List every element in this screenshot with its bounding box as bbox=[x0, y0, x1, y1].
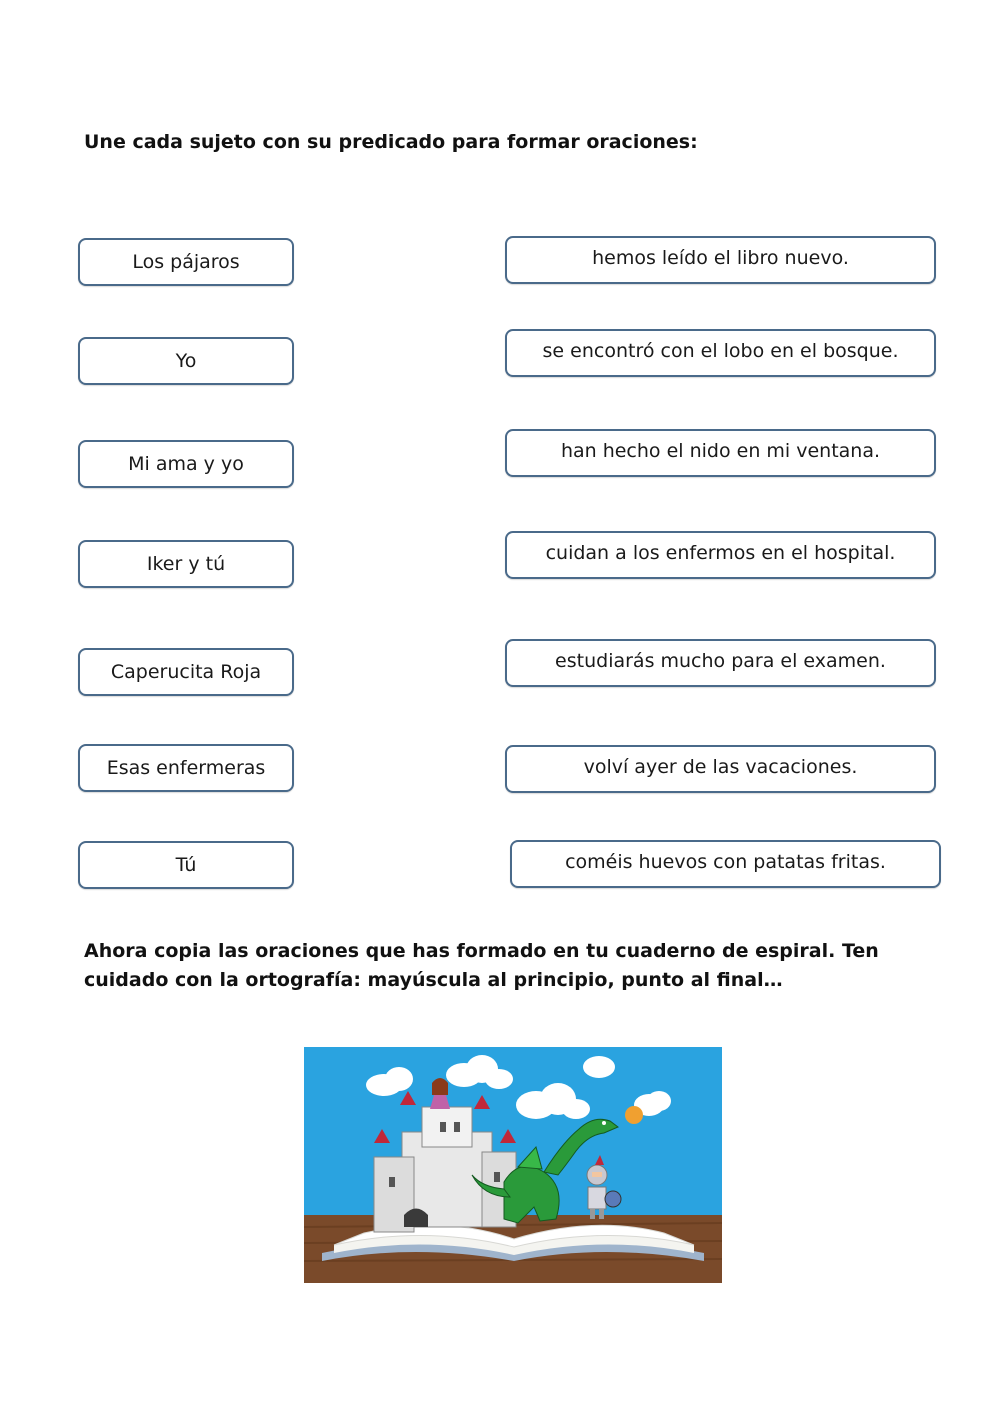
subject-box[interactable]: Tú bbox=[78, 841, 294, 889]
instruction-match: Une cada sujeto con su predicado para formar oraciones: bbox=[84, 131, 698, 153]
predicate-box[interactable]: han hecho el nido en mi ventana. bbox=[505, 429, 936, 477]
predicate-box[interactable]: estudiarás mucho para el examen. bbox=[505, 639, 936, 687]
subject-box[interactable]: Mi ama y yo bbox=[78, 440, 294, 488]
subject-box[interactable]: Los pájaros bbox=[78, 238, 294, 286]
fireball bbox=[625, 1106, 643, 1124]
popup-book-illustration bbox=[304, 1047, 722, 1283]
predicate-box[interactable]: cuidan a los enfermos en el hospital. bbox=[505, 531, 936, 579]
subject-box[interactable]: Caperucita Roja bbox=[78, 648, 294, 696]
predicate-box[interactable]: se encontró con el lobo en el bosque. bbox=[505, 329, 936, 377]
predicate-box[interactable]: hemos leído el libro nuevo. bbox=[505, 236, 936, 284]
subject-box[interactable]: Iker y tú bbox=[78, 540, 294, 588]
predicate-box[interactable]: volví ayer de las vacaciones. bbox=[505, 745, 936, 793]
subject-box[interactable]: Yo bbox=[78, 337, 294, 385]
predicate-box[interactable]: coméis huevos con patatas fritas. bbox=[510, 840, 941, 888]
instruction-copy: Ahora copia las oraciones que has formado en tu cuaderno de espiral. Ten cuidado con la ortografía: mayúscula al principio, punto al final… bbox=[84, 940, 879, 991]
subject-box[interactable]: Esas enfermeras bbox=[78, 744, 294, 792]
